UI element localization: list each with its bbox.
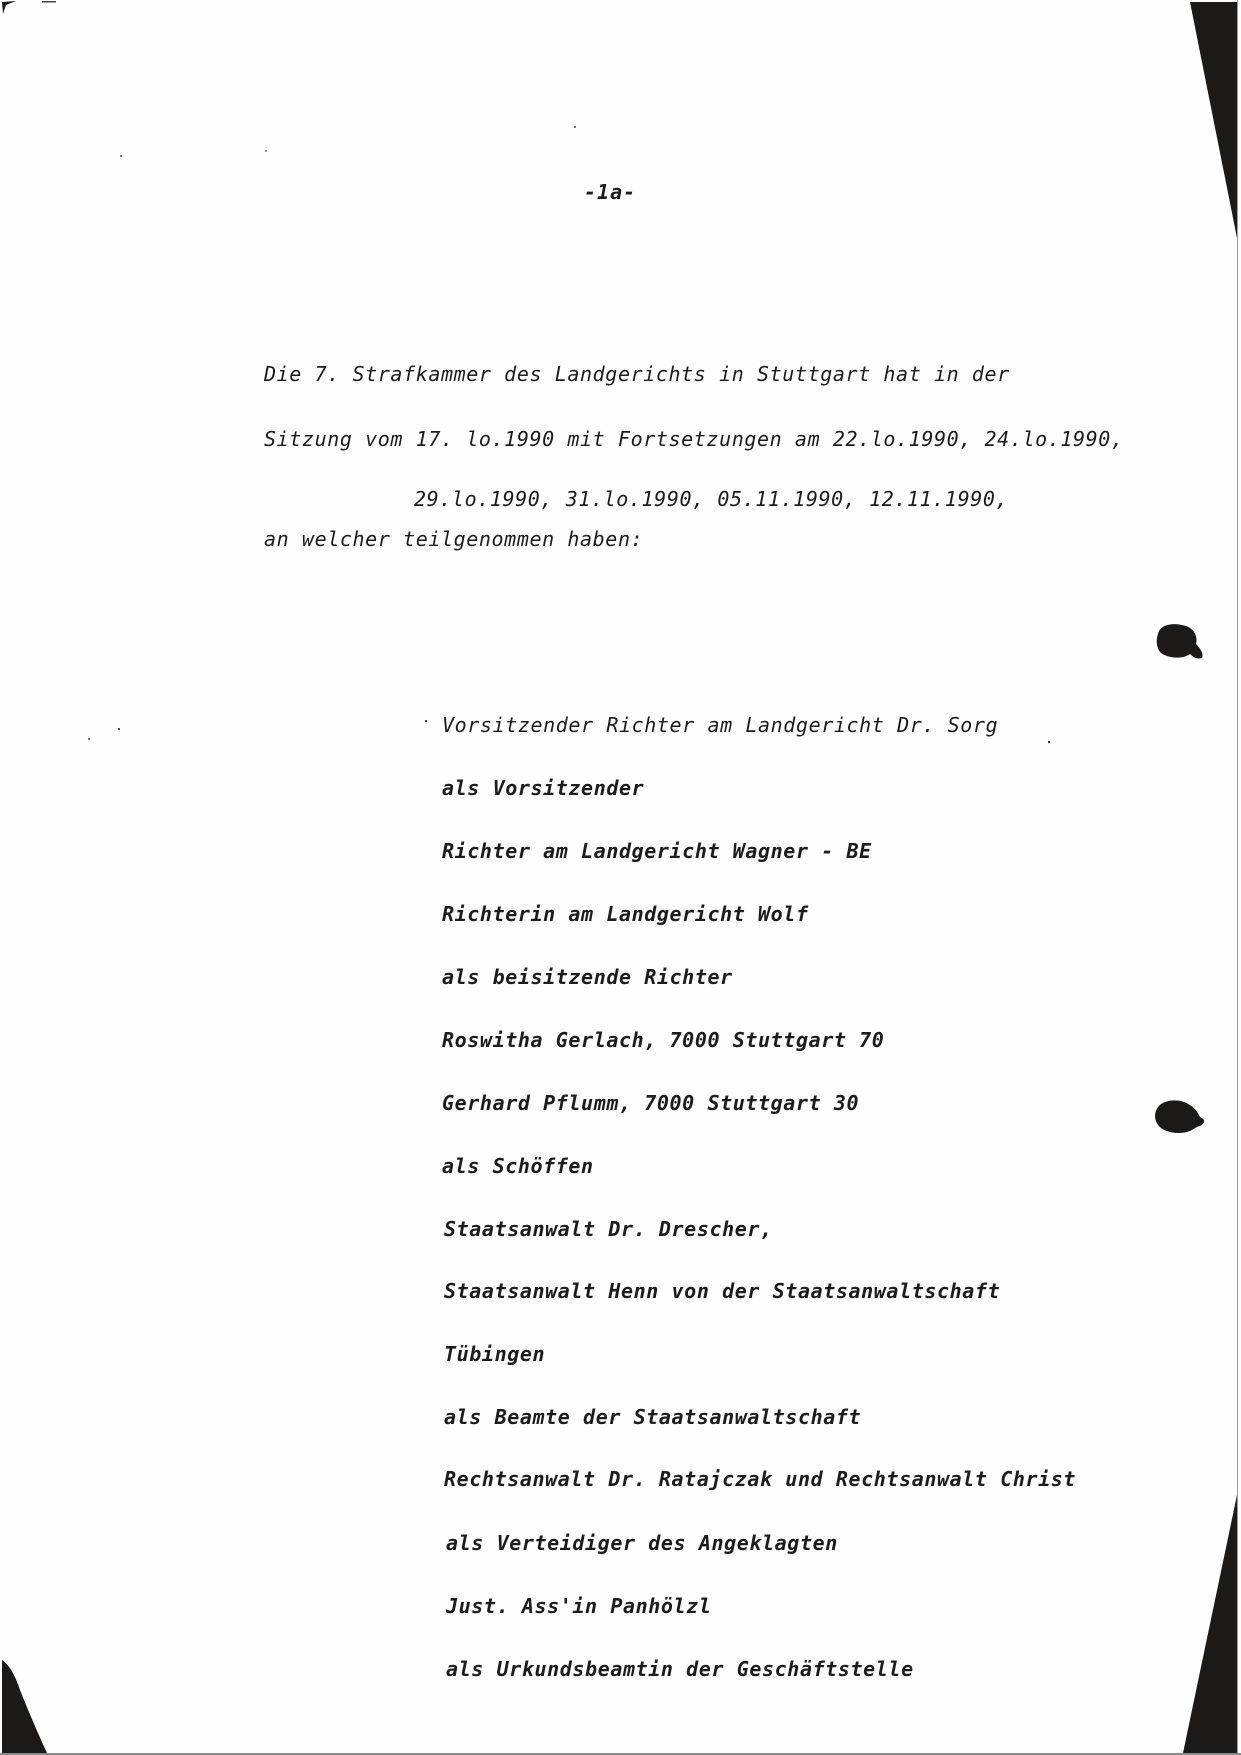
participant-role-lay-judges: als Schöffen <box>442 1154 594 1178</box>
intro-line-1: Die 7. Strafkammer des Landgerichts in Stuttgart hat in der <box>264 362 1010 386</box>
participant-lay-judge-gerlach: Roswitha Gerlach, 7000 Stuttgart 70 <box>442 1028 885 1052</box>
scan-mark-top <box>38 0 68 6</box>
participant-lay-judge-pflumm: Gerhard Pflumm, 7000 Stuttgart 30 <box>442 1091 860 1115</box>
participant-prosecutor-henn: Staatsanwalt Henn von der Staatsanwaltschaft <box>444 1279 1001 1303</box>
participant-defense-attorneys: Rechtsanwalt Dr. Ratajczak und Rechtsanwalt Christ <box>444 1467 1077 1491</box>
scan-dot <box>88 738 90 740</box>
intro-line-2: Sitzung vom 17. lo.1990 mit Fortsetzungen am 22.lo.1990, 24.lo.1990, <box>264 427 1124 451</box>
participant-judge-wolf: Richterin am Landgericht Wolf <box>442 902 809 926</box>
scan-dot <box>425 720 427 722</box>
punch-hole-blot-lower <box>1150 1095 1210 1145</box>
intro-line-4: an welcher teilgenommen haben: <box>264 527 644 551</box>
scan-dot <box>120 155 122 157</box>
scan-shadow-bottom-right-icon <box>1180 1495 1241 1755</box>
participant-prosecutor-drescher: Staatsanwalt Dr. Drescher, <box>444 1217 773 1241</box>
participant-presiding-judge: Vorsitzender Richter am Landgericht Dr. Sorg <box>442 713 999 737</box>
scan-shadow-bottom-left-icon <box>0 1660 60 1755</box>
scan-shadow-top-right-icon <box>1190 0 1241 245</box>
page-number: -1a- <box>584 180 637 204</box>
scan-edge-right <box>1237 0 1238 1755</box>
participant-role-clerk: als Urkundsbeamtin der Geschäftstelle <box>446 1657 914 1681</box>
participant-role-prosecution: als Beamte der Staatsanwaltschaft <box>444 1405 862 1429</box>
scan-dot <box>574 126 576 128</box>
scan-dot <box>265 150 267 152</box>
intro-line-3: 29.lo.1990, 31.lo.1990, 05.11.1990, 12.11.1990, <box>414 487 1009 511</box>
participant-role-defense: als Verteidiger des Angeklagten <box>446 1531 838 1555</box>
participant-role-associate-judges: als beisitzende Richter <box>442 965 733 989</box>
scan-dot <box>1048 741 1050 743</box>
participant-judge-wagner: Richter am Landgericht Wagner - BE <box>442 839 872 863</box>
participant-prosecutor-office-location: Tübingen <box>444 1342 546 1366</box>
participant-role-presiding: als Vorsitzender <box>442 776 645 800</box>
punch-hole-blot-upper <box>1150 620 1210 675</box>
scan-dot <box>118 728 120 730</box>
participant-clerk-panhoelzl: Just. Ass'in Panhölzl <box>446 1594 712 1618</box>
scan-corner-artifact-top-left <box>0 0 40 25</box>
